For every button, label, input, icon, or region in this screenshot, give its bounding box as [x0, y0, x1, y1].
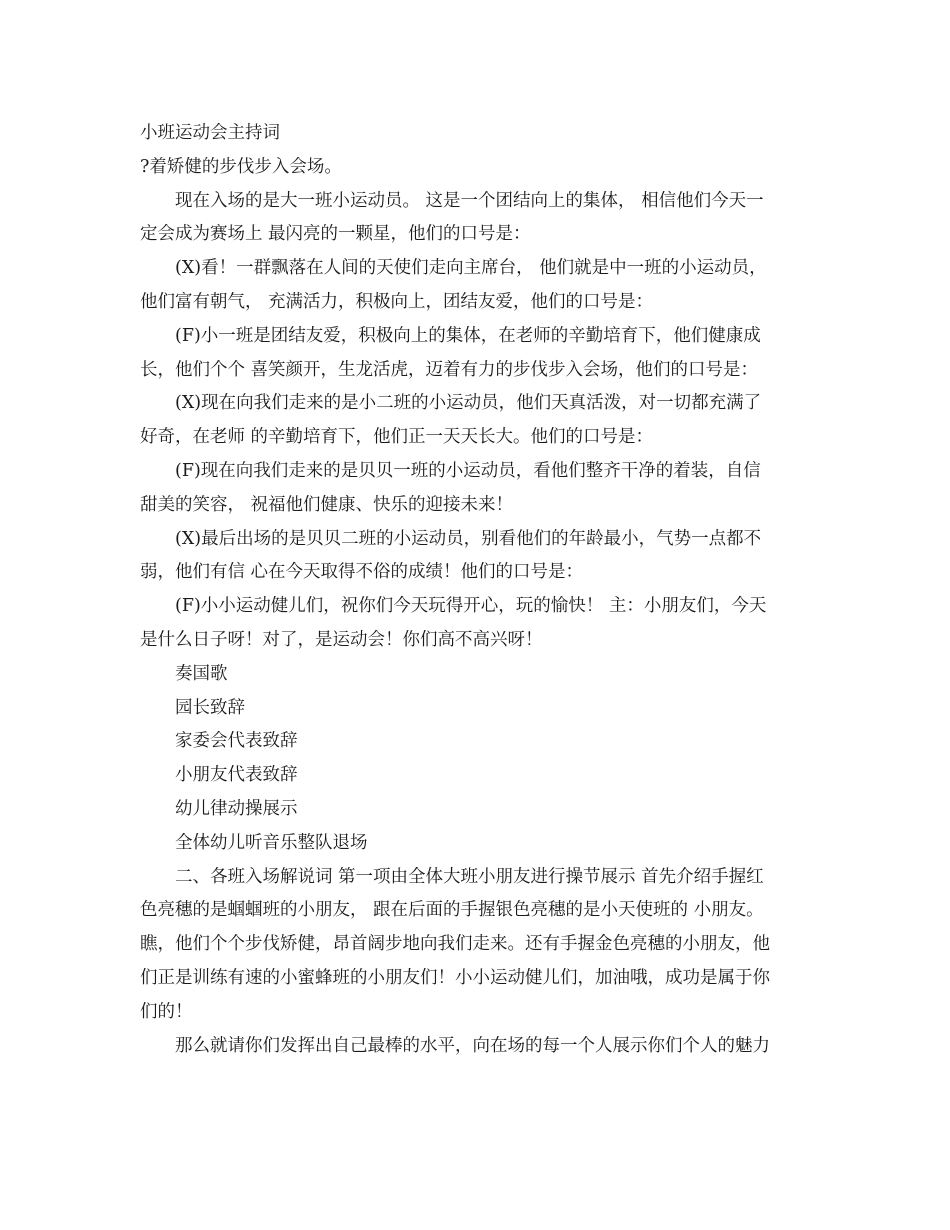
text-line: 们正是训练有速的小蜜蜂班的小朋友们！小小运动健儿们，加油哦，成功是属于你	[140, 967, 770, 988]
text-line: 幼儿律动操展示	[175, 798, 298, 819]
text-line: 家委会代表致辞	[175, 731, 298, 752]
text-line: 弱，他们有信 心在今天取得不俗的成绩！他们的口号是：	[140, 562, 584, 583]
text-line: 园长致辞	[175, 697, 245, 718]
text-line: (F)小一班是团结友爱，积极向上的集体，在老师的辛勤培育下，他们健康成	[175, 325, 761, 346]
text-line: 们的！	[140, 1001, 193, 1022]
text-line: 全体幼儿听音乐整队退场	[175, 832, 368, 853]
document-title: 小班运动会主持词	[140, 123, 280, 143]
text-line: (X)现在向我们走来的是小二班的小运动员，他们天真活泼，对一切都充满了	[175, 393, 762, 414]
text-line: 好奇，在老师 的辛勤培育下，他们正一天天长大。他们的口号是：	[140, 427, 654, 448]
text-line: (X)看！一群飘落在人间的天使们走向主席台， 他们就是中一班的小运动员，	[175, 258, 767, 279]
text-line: (X)最后出场的是贝贝二班的小运动员，别看他们的年龄最小，气势一点都不	[175, 528, 762, 549]
text-line: 二、各班入场解说词 第一项由全体大班小朋友进行操节展示 首先介绍手握红	[175, 866, 764, 887]
text-line: (F)现在向我们走来的是贝贝一班的小运动员，看他们整齐干净的着装，自信	[175, 460, 761, 481]
text-line: 现在入场的是大一班小运动员。 这是一个团结向上的集体， 相信他们今天一	[175, 190, 764, 211]
text-line: 色亮穗的是蝈蝈班的小朋友， 跟在后面的手握银色亮穗的是小天使班的 小朋友。	[140, 900, 764, 921]
text-line: (F)小小运动健儿们，祝你们今天玩得开心，玩的愉快！ 主：小朋友们，今天	[175, 596, 767, 617]
text-line: 他们富有朝气， 充满活力，积极向上，团结友爱，他们的口号是：	[140, 291, 654, 312]
text-line: 小朋友代表致辞	[175, 765, 298, 786]
text-line: 瞧，他们个个步伐矫健，昂首阔步地向我们走来。还有手握金色亮穗的小朋友，他	[140, 934, 770, 955]
text-line: 定会成为赛场上 最闪亮的一颗星，他们的口号是：	[140, 224, 531, 245]
text-line: 长，他们个个 喜笑颜开，生龙活虎，迈着有力的步伐步入会场，他们的口号是：	[140, 359, 759, 380]
text-line: 那么就请你们发挥出自己最棒的水平，向在场的每一个人展示你们个人的魅力	[175, 1035, 770, 1056]
text-line: 甜美的笑容， 祝福他们健康、快乐的迎接未来！	[140, 494, 514, 515]
text-line: 奏国歌	[175, 663, 228, 684]
text-line: 是什么日子呀！对了，是运动会！你们高不高兴呀！	[140, 629, 543, 650]
document-body	[140, 117, 812, 1063]
text-line: ?着矫健的步伐步入会场。	[140, 156, 342, 177]
